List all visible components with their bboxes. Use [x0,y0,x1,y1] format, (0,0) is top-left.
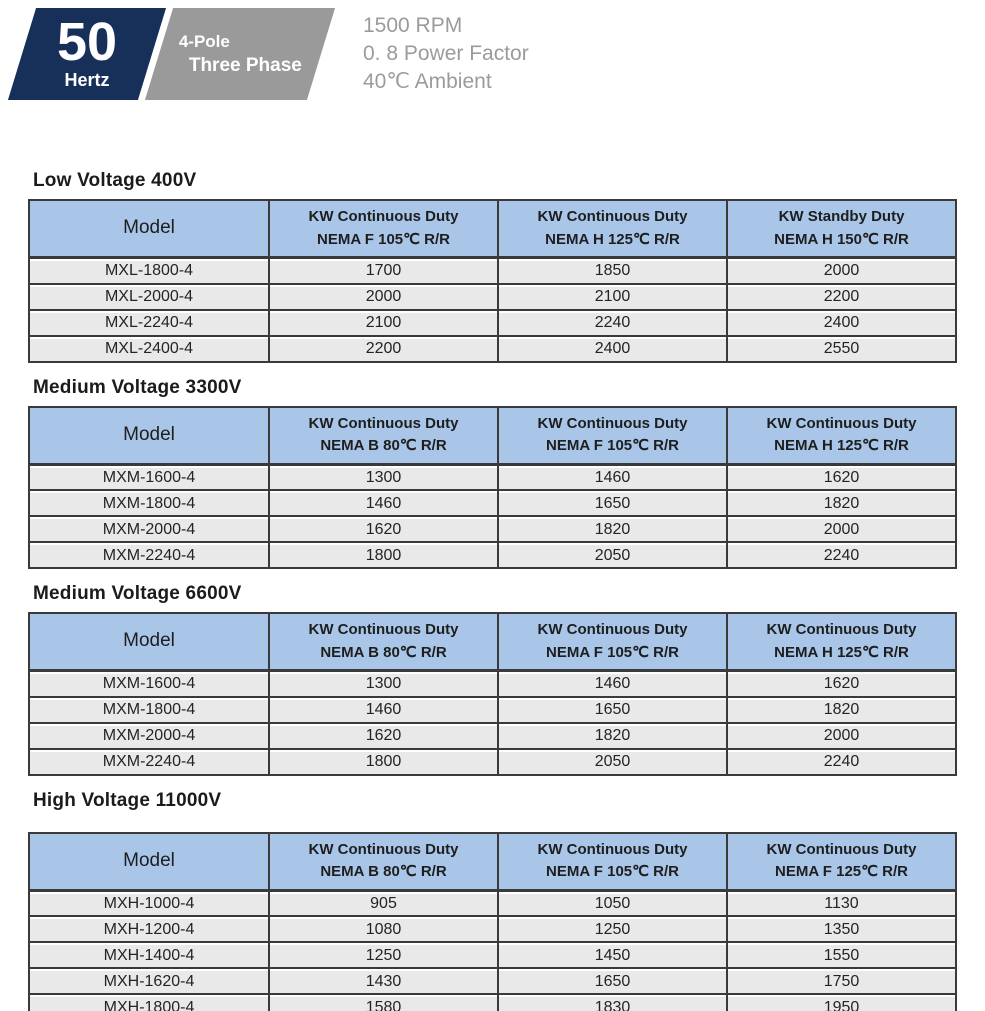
spec-table [28,406,957,570]
kw-value-cell: 905 [269,890,498,916]
kw-value-cell: 2200 [269,336,498,362]
table-row [29,942,956,968]
model-cell: MXM-1800-4 [29,490,269,516]
model-cell: MXL-2000-4 [29,284,269,310]
kw-value-cell: 2550 [727,336,956,362]
voltage-section [28,377,957,570]
table-header-row [29,833,956,891]
kw-value-cell: 2000 [269,284,498,310]
table-row [29,968,956,994]
table-head [29,200,956,258]
model-cell: MXH-1200-4 [29,916,269,942]
kw-value-cell: 1250 [498,916,727,942]
table-row [29,994,956,1011]
table-header-row [29,613,956,671]
kw-value-cell: 1650 [498,490,727,516]
spec-power-factor: 0. 8 Power Factor [363,41,529,65]
kw-column-header: KW Continuous Duty NEMA F 125℃ R/R [727,833,956,891]
kw-column-header: KW Continuous Duty NEMA B 80℃ R/R [269,833,498,891]
kw-column-header: KW Continuous Duty NEMA F 105℃ R/R [498,613,727,671]
voltage-section [28,170,957,363]
kw-value-cell: 2050 [498,749,727,775]
phase-label: Three Phase [188,54,302,76]
kw-value-cell: 2000 [727,258,956,284]
table-row [29,749,956,775]
kw-value-cell: 2000 [727,516,956,542]
kw-value-cell: 2000 [727,723,956,749]
kw-value-cell: 1250 [269,942,498,968]
kw-value-cell: 2240 [727,749,956,775]
table-row [29,516,956,542]
kw-value-cell: 2400 [498,336,727,362]
kw-value-cell: 1820 [498,723,727,749]
table-row [29,336,956,362]
frequency-value: 50 [56,11,118,72]
kw-column-header: KW Continuous Duty NEMA F 105℃ R/R [498,833,727,891]
table-header-row [29,407,956,465]
frequency-badge [8,8,166,100]
kw-value-cell: 2200 [727,284,956,310]
kw-value-cell: 1460 [498,671,727,697]
spec-table [28,612,957,776]
kw-value-cell: 1550 [727,942,956,968]
table-row [29,490,956,516]
model-cell: MXH-1800-4 [29,994,269,1011]
section-title: Medium Voltage 6600V [33,583,242,604]
kw-value-cell: 1830 [498,994,727,1011]
model-cell: MXL-2240-4 [29,310,269,336]
voltage-section [28,790,957,1011]
model-cell: MXL-2400-4 [29,336,269,362]
kw-value-cell: 1350 [727,916,956,942]
table-row [29,916,956,942]
kw-column-header: KW Continuous Duty NEMA F 105℃ R/R [269,200,498,258]
table-row [29,258,956,284]
model-cell: MXM-1600-4 [29,464,269,490]
spec-table [28,832,957,1011]
table-body [29,890,956,1011]
kw-value-cell: 1130 [727,890,956,916]
spec-table [28,199,957,363]
kw-value-cell: 2050 [498,542,727,568]
kw-value-cell: 1750 [727,968,956,994]
pole-phase-badge [145,8,335,100]
frequency-unit: Hertz [64,70,110,91]
section-title: Medium Voltage 3300V [33,376,242,398]
model-cell: MXL-1800-4 [29,258,269,284]
kw-value-cell: 1820 [727,697,956,723]
kw-value-cell: 1620 [727,464,956,490]
model-column-header: Model [29,200,269,258]
kw-value-cell: 1820 [498,516,727,542]
kw-value-cell: 1080 [269,916,498,942]
spec-tables [0,170,985,1011]
kw-value-cell: 1460 [269,697,498,723]
model-cell: MXM-1800-4 [29,697,269,723]
table-head [29,613,956,671]
voltage-section [28,583,957,776]
kw-value-cell: 1620 [269,516,498,542]
kw-value-cell: 1700 [269,258,498,284]
table-row [29,890,956,916]
kw-value-cell: 1620 [727,671,956,697]
kw-value-cell: 1850 [498,258,727,284]
kw-value-cell: 1650 [498,968,727,994]
kw-value-cell: 1450 [498,942,727,968]
model-column-header: Model [29,613,269,671]
kw-value-cell: 1580 [269,994,498,1011]
kw-value-cell: 2400 [727,310,956,336]
kw-value-cell: 1650 [498,697,727,723]
kw-value-cell: 2100 [498,284,727,310]
kw-value-cell: 1460 [269,490,498,516]
table-row [29,723,956,749]
kw-value-cell: 2240 [498,310,727,336]
table-row [29,671,956,697]
kw-value-cell: 1460 [498,464,727,490]
table-header-row [29,200,956,258]
kw-value-cell: 1300 [269,464,498,490]
model-cell: MXM-2000-4 [29,516,269,542]
table-body [29,258,956,362]
table-row [29,542,956,568]
section-title: Low Voltage 400V [33,170,197,191]
table-row [29,310,956,336]
kw-value-cell: 1820 [727,490,956,516]
page-header [0,0,985,100]
table-row [29,284,956,310]
spec-list [363,12,529,96]
kw-value-cell: 1620 [269,723,498,749]
kw-value-cell: 1800 [269,542,498,568]
model-cell: MXH-1620-4 [29,968,269,994]
model-cell: MXM-1600-4 [29,671,269,697]
table-row [29,697,956,723]
model-cell: MXH-1400-4 [29,942,269,968]
table-body [29,464,956,568]
kw-value-cell: 1300 [269,671,498,697]
kw-column-header: KW Continuous Duty NEMA H 125℃ R/R [727,407,956,465]
kw-column-header: KW Continuous Duty NEMA F 105℃ R/R [498,407,727,465]
kw-column-header: KW Continuous Duty NEMA H 125℃ R/R [498,200,727,258]
kw-column-header: KW Continuous Duty NEMA B 80℃ R/R [269,613,498,671]
kw-column-header: KW Continuous Duty NEMA B 80℃ R/R [269,407,498,465]
kw-column-header: KW Standby Duty NEMA H 150℃ R/R [727,200,956,258]
model-cell: MXM-2240-4 [29,542,269,568]
kw-value-cell: 1800 [269,749,498,775]
table-row [29,464,956,490]
model-cell: MXM-2000-4 [29,723,269,749]
spec-rpm: 1500 RPM [363,14,463,37]
section-title: High Voltage 11000V [33,789,222,811]
kw-value-cell: 1950 [727,994,956,1011]
kw-value-cell: 1050 [498,890,727,916]
model-column-header: Model [29,833,269,891]
kw-value-cell: 2240 [727,542,956,568]
table-head [29,833,956,891]
spec-ambient: 40℃ Ambient [363,69,492,93]
kw-column-header: KW Continuous Duty NEMA H 125℃ R/R [727,613,956,671]
kw-value-cell: 1430 [269,968,498,994]
model-cell: MXM-2240-4 [29,749,269,775]
table-body [29,671,956,775]
model-column-header: Model [29,407,269,465]
table-head [29,407,956,465]
model-cell: MXH-1000-4 [29,890,269,916]
kw-value-cell: 2100 [269,310,498,336]
pole-label: 4-Pole [178,31,230,51]
